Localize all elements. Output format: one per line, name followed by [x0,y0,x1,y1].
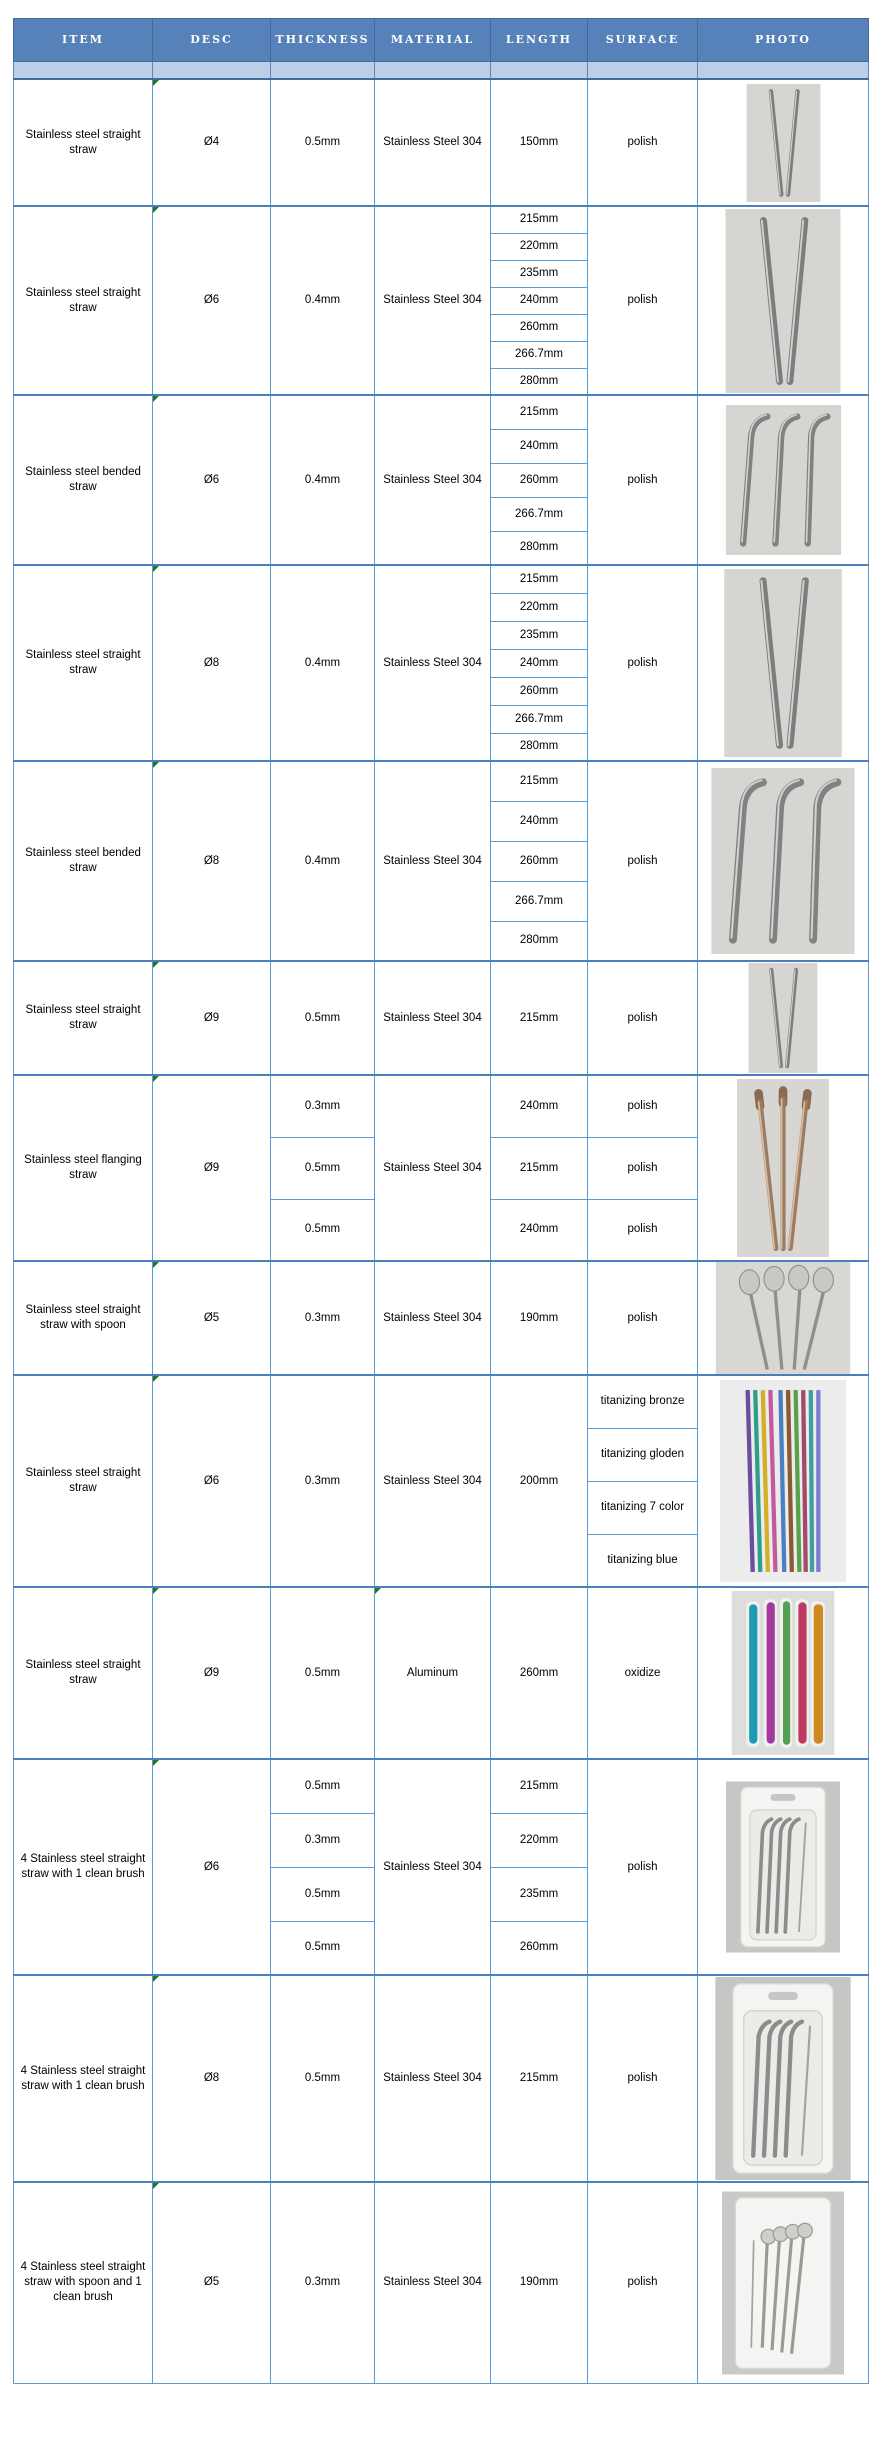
thickness-cell[interactable]: 0.5mm [271,79,375,206]
length-cell[interactable]: 215mm [491,1137,588,1199]
material-cell[interactable]: Stainless Steel 304 [375,1261,491,1375]
desc-cell[interactable]: Ø6 [153,395,271,565]
length-cell[interactable]: 215mm [491,761,588,801]
table-row [14,961,869,1075]
item-cell[interactable]: Stainless steel straight straw with spoon [14,1261,153,1375]
table-row [14,206,869,233]
length-cell[interactable]: 266.7mm [491,497,588,531]
thickness-cell[interactable]: 0.5mm [271,961,375,1075]
length-cell[interactable]: 240mm [491,429,588,463]
surface-cell[interactable]: polish [588,79,698,206]
desc-cell[interactable]: Ø6 [153,1375,271,1587]
length-cell[interactable]: 280mm [491,733,588,761]
photo-three-bent-straws-image [708,768,858,954]
item-cell[interactable]: 4 Stainless steel straight straw with 1 clean brush [14,1975,153,2182]
length-cell[interactable]: 150mm [491,79,588,206]
surface-cell[interactable]: polish [588,761,698,961]
material-cell[interactable]: Stainless Steel 304 [375,2182,491,2383]
thickness-cell[interactable]: 0.5mm [271,1975,375,2182]
spacer-cell[interactable] [271,62,375,80]
length-cell[interactable]: 280mm [491,531,588,565]
length-cell[interactable]: 215mm [491,961,588,1075]
thickness-cell[interactable]: 0.5mm [271,1759,375,1813]
surface-cell[interactable]: oxidize [588,1587,698,1759]
thickness-cell[interactable]: 0.4mm [271,206,375,395]
surface-cell[interactable]: polish [588,395,698,565]
thickness-cell[interactable]: 0.3mm [271,1261,375,1375]
length-cell[interactable]: 260mm [491,1587,588,1759]
photo-cell[interactable] [698,395,869,565]
material-cell[interactable]: Stainless Steel 304 [375,761,491,961]
length-cell[interactable]: 200mm [491,1375,588,1587]
desc-cell[interactable]: Ø6 [153,206,271,395]
length-cell[interactable]: 190mm [491,1261,588,1375]
material-cell[interactable]: Stainless Steel 304 [375,961,491,1075]
thickness-cell[interactable]: 0.5mm [271,1199,375,1261]
photo-cell[interactable] [698,565,869,761]
spacer-cell[interactable] [588,62,698,80]
photo-blister-pack-spoon-straws-with-brush-image [722,2184,844,2382]
photo-blister-pack-bent-straws-with-brush-image [726,1764,840,1970]
surface-cell[interactable]: polish [588,1261,698,1375]
length-cell[interactable]: 260mm [491,463,588,497]
table-row [14,1375,869,1428]
length-cell[interactable]: 235mm [491,621,588,649]
desc-cell[interactable]: Ø5 [153,2182,271,2383]
length-cell[interactable]: 260mm [491,314,588,341]
desc-cell[interactable]: Ø4 [153,79,271,206]
material-cell[interactable]: Stainless Steel 304 [375,565,491,761]
thickness-cell[interactable]: 0.5mm [271,1587,375,1759]
table-row [14,1759,869,1813]
item-cell[interactable]: Stainless steel bended straw [14,395,153,565]
material-cell[interactable]: Stainless Steel 304 [375,395,491,565]
spacer-cell[interactable] [375,62,491,80]
photo-three-bent-straws-image [716,405,851,555]
thickness-cell[interactable]: 0.5mm [271,1137,375,1199]
length-cell[interactable]: 266.7mm [491,341,588,368]
length-cell[interactable]: 215mm [491,565,588,593]
table-row [14,79,869,206]
spacer-cell[interactable] [698,62,869,80]
length-cell[interactable]: 266.7mm [491,705,588,733]
item-cell[interactable]: Stainless steel straight straw [14,1587,153,1759]
spacer-cell[interactable] [14,62,153,80]
col-header-desc[interactable]: DESC [153,19,271,62]
table-row [14,1261,869,1375]
item-cell[interactable]: Stainless steel straight straw [14,1375,153,1587]
photo-two-straight-straws-image [727,963,839,1073]
surface-cell[interactable]: polish [588,1137,698,1199]
item-cell[interactable]: Stainless steel straight straw [14,206,153,395]
desc-cell[interactable]: Ø5 [153,1261,271,1375]
photo-cell[interactable] [698,761,869,961]
photo-five-colored-aluminum-straws-image [729,1591,837,1755]
desc-cell[interactable]: Ø8 [153,565,271,761]
material-cell[interactable]: Stainless Steel 304 [375,1975,491,2182]
surface-cell[interactable]: polish [588,1075,698,1137]
col-header-photo[interactable]: PHOTO [698,19,869,62]
thickness-cell[interactable]: 0.4mm [271,761,375,961]
desc-cell[interactable]: Ø6 [153,1759,271,1975]
photo-two-straight-straws-image [722,569,844,757]
length-cell[interactable]: 220mm [491,593,588,621]
surface-cell[interactable]: titanizing blue [588,1534,698,1587]
surface-cell[interactable]: titanizing 7 color [588,1481,698,1534]
length-cell[interactable]: 240mm [491,287,588,314]
photo-blister-pack-bent-straws-with-brush-image [710,1977,856,2180]
table-row [14,1587,869,1759]
length-cell[interactable]: 240mm [491,649,588,677]
length-cell[interactable]: 190mm [491,2182,588,2383]
desc-cell[interactable]: Ø9 [153,1075,271,1261]
desc-cell[interactable]: Ø9 [153,1587,271,1759]
length-cell[interactable]: 280mm [491,368,588,395]
photo-cell[interactable] [698,2182,869,2383]
photo-cell[interactable] [698,1759,869,1975]
product-spec-table [13,18,869,2384]
photo-cell[interactable] [698,1261,869,1375]
photo-cell[interactable] [698,1587,869,1759]
thickness-cell[interactable]: 0.3mm [271,1813,375,1867]
length-cell[interactable]: 215mm [491,1759,588,1813]
length-cell[interactable]: 215mm [491,1975,588,2182]
surface-cell[interactable]: polish [588,206,698,395]
length-cell[interactable]: 235mm [491,1867,588,1921]
item-cell[interactable]: Stainless steel straight straw [14,565,153,761]
table-row [14,565,869,593]
desc-cell[interactable]: Ø9 [153,961,271,1075]
photo-three-copper-flanging-straws-image [737,1079,829,1257]
desc-cell[interactable]: Ø8 [153,761,271,961]
surface-cell[interactable]: titanizing bronze [588,1375,698,1428]
photo-cell[interactable] [698,1075,869,1261]
surface-cell[interactable]: polish [588,1199,698,1261]
length-cell[interactable]: 240mm [491,1199,588,1261]
item-cell[interactable]: Stainless steel straight straw [14,961,153,1075]
thickness-cell[interactable]: 0.3mm [271,2182,375,2383]
length-cell[interactable]: 215mm [491,395,588,429]
surface-cell[interactable]: polish [588,1975,698,2182]
length-cell[interactable]: 240mm [491,1075,588,1137]
table-row [14,2182,869,2383]
photo-cell[interactable] [698,961,869,1075]
thickness-cell[interactable]: 0.5mm [271,1921,375,1975]
material-cell[interactable]: Stainless Steel 304 [375,1375,491,1587]
header-row [14,19,869,62]
length-cell[interactable]: 220mm [491,233,588,260]
item-cell[interactable]: 4 Stainless steel straight straw with 1 clean brush [14,1759,153,1975]
length-cell[interactable]: 266.7mm [491,881,588,921]
material-cell[interactable]: Stainless Steel 304 [375,206,491,395]
photo-two-straight-straws-image [704,209,862,393]
photo-cell[interactable] [698,1375,869,1587]
photo-cell[interactable] [698,79,869,206]
material-cell[interactable]: Stainless Steel 304 [375,79,491,206]
col-header-item[interactable]: ITEM [14,19,153,62]
length-cell[interactable]: 235mm [491,260,588,287]
thickness-cell[interactable]: 0.3mm [271,1075,375,1137]
surface-cell[interactable]: polish [588,2182,698,2383]
length-cell[interactable]: 240mm [491,801,588,841]
item-cell[interactable]: 4 Stainless steel straight straw with spoon and 1 clean brush [14,2182,153,2383]
spacer-cell[interactable] [491,62,588,80]
thickness-cell[interactable]: 0.3mm [271,1375,375,1587]
surface-cell[interactable]: polish [588,565,698,761]
material-cell[interactable]: Stainless Steel 304 [375,1759,491,1975]
item-cell[interactable]: Stainless steel bended straw [14,761,153,961]
thickness-cell[interactable]: 0.4mm [271,395,375,565]
material-cell[interactable]: Stainless Steel 304 [375,1075,491,1261]
spacer-row [14,62,869,80]
length-cell[interactable]: 260mm [491,841,588,881]
photo-cell[interactable] [698,1975,869,2182]
photo-cell[interactable] [698,206,869,395]
photo-four-spoon-straws-image [713,1262,853,1374]
table-row [14,1975,869,2182]
spacer-cell[interactable] [153,62,271,80]
item-cell[interactable]: Stainless steel straight straw [14,79,153,206]
surface-cell[interactable]: titanizing gloden [588,1428,698,1481]
length-cell[interactable]: 220mm [491,1813,588,1867]
material-cell[interactable]: Aluminum [375,1587,491,1759]
item-cell[interactable]: Stainless steel flanging straw [14,1075,153,1261]
thickness-cell[interactable]: 0.4mm [271,565,375,761]
length-cell[interactable]: 280mm [491,921,588,961]
length-cell[interactable]: 260mm [491,1921,588,1975]
length-cell[interactable]: 260mm [491,677,588,705]
photo-two-straight-straws-image [726,84,841,202]
table-row [14,1075,869,1137]
desc-cell[interactable]: Ø8 [153,1975,271,2182]
col-header-thickness[interactable]: THICKNESS [271,19,375,62]
photo-rainbow-titanium-straws-image [718,1380,848,1582]
surface-cell[interactable]: polish [588,961,698,1075]
table-row [14,761,869,801]
surface-cell[interactable]: polish [588,1759,698,1975]
thickness-cell[interactable]: 0.5mm [271,1867,375,1921]
col-header-surface[interactable]: SURFACE [588,19,698,62]
col-header-material[interactable]: MATERIAL [375,19,491,62]
col-header-length[interactable]: LENGTH [491,19,588,62]
table-row [14,395,869,429]
length-cell[interactable]: 215mm [491,206,588,233]
